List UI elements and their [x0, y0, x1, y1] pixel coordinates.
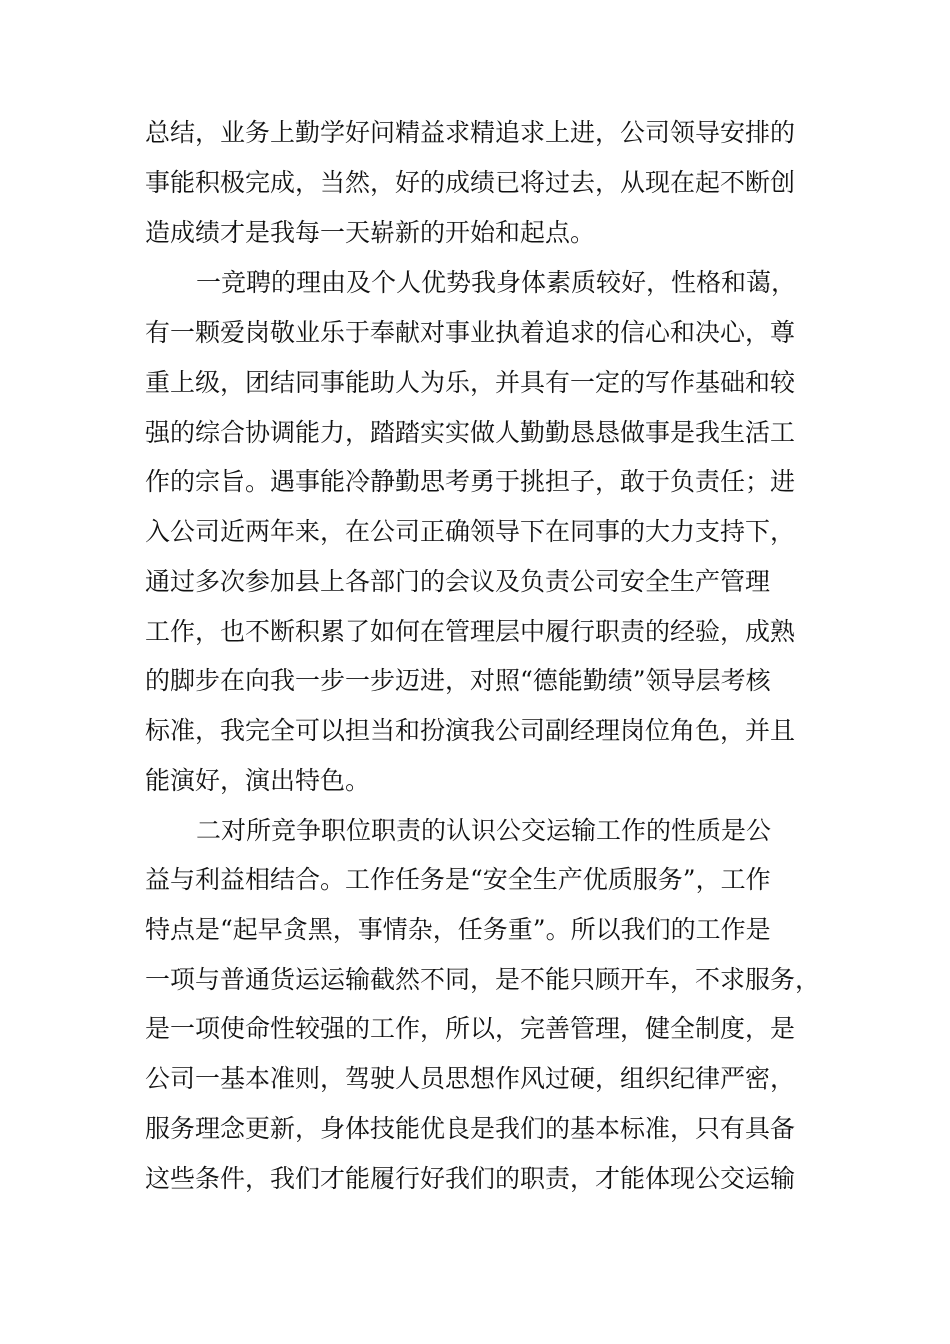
text-line: 特点是“起早贪黑，事情杂，任务重”。所以我们的工作是: [145, 915, 771, 944]
text-line: 这些条件，我们才能履行好我们的职责，才能体现公交运输: [145, 1164, 796, 1193]
text-line: 作的宗旨。遇事能冷静勤思考勇于挑担子，敢于负责任；进: [145, 467, 796, 496]
text-line: 服务理念更新，身体技能优良是我们的基本标准，只有具备: [145, 1114, 796, 1143]
text-line: 通过多次参加县上各部门的会议及负责公司安全生产管理: [145, 567, 771, 596]
text-line: 总结，业务上勤学好问精益求精追求上进，公司领导安排的: [145, 118, 796, 147]
text-line: 工作，也不断积累了如何在管理层中履行职责的经验，成熟: [145, 617, 796, 646]
text-line: 事能积极完成，当然，好的成绩已将过去，从现在起不断创: [145, 168, 796, 197]
text-line: 的脚步在向我一步一步迈进，对照“德能勤绩”领导层考核: [145, 666, 771, 695]
text-line: 一项与普通货运运输截然不同，是不能只顾开车，不求服务，: [145, 965, 821, 994]
text-line: 公司一基本准则，驾驶人员思想作风过硬，组织纪律严密，: [145, 1064, 796, 1093]
text-line: 益与利益相结合。工作任务是“安全生产优质服务”，工作: [145, 865, 771, 894]
text-line: 重上级，团结同事能助人为乐，并具有一定的写作基础和较: [145, 368, 796, 397]
paragraph-first-line: 一竞聘的理由及个人优势我身体素质较好，性格和蔼，: [196, 268, 797, 297]
paragraph-first-line: 二对所竞争职位职责的认识公交运输工作的性质是公: [196, 816, 772, 845]
text-line: 入公司近两年来，在公司正确领导下在同事的大力支持下，: [145, 517, 796, 546]
text-line: 强的综合协调能力，踏踏实实做人勤勤恳恳做事是我生活工: [145, 418, 796, 447]
text-line: 造成绩才是我每一天崭新的开始和起点。: [145, 218, 596, 247]
text-line: 能演好，演出特色。: [145, 766, 371, 795]
text-line: 标准，我完全可以担当和扮演我公司副经理岗位角色，并且: [145, 716, 796, 745]
text-line: 是一项使命性较强的工作，所以，完善管理，健全制度，是: [145, 1014, 796, 1043]
text-line: 有一颗爱岗敬业乐于奉献对事业执着追求的信心和决心，尊: [145, 318, 796, 347]
